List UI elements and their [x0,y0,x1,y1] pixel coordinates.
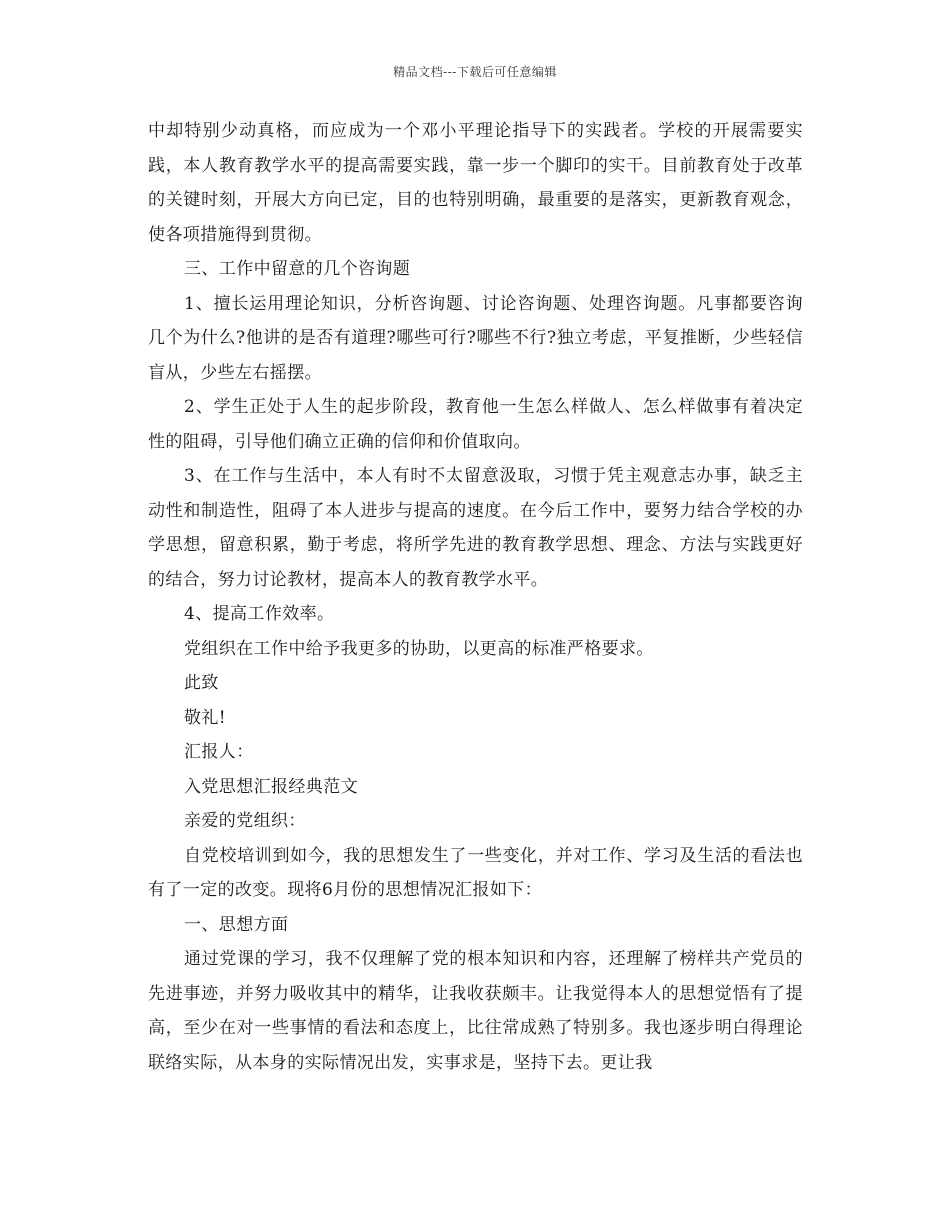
paragraph-continuation: 中却特别少动真格，而应成为一个邓小平理论指导下的实践者。学校的开展需要实践，本人教育教学水平的提高需要实践，靠一步一个脚印的实干。目前教育处于改革的关键时刻，开展大方向已定，目的也特别明确，最重要的是落实，更新教育观念，使各项措施得到贯彻。 [148,121,803,245]
reporter-label: 汇报人： [184,742,254,762]
paragraph-request: 党组织在工作中给予我更多的协助，以更高的标准严格要求。 [184,638,654,659]
paragraph-thoughts: 通过党课的学习，我不仅理解了党的根本知识和内容，还理解了榜样共产党员的先进事迹，并努力吸收其中的精华，让我收获颇丰。让我觉得本人的思想觉悟有了提高，至少在对一些事情的看法和态度上，比往常成熟了特别多。我也逐步明白得理论联络实际，从本身的实际情况出发，实事求是，坚持下去。更让我 [148,949,803,1073]
article-title: 入党思想汇报经典范文 [184,776,358,797]
section-heading-3: 三、工作中留意的几个咨询题 [184,259,411,279]
section-heading-1: 一、思想方面 [184,914,289,935]
list-item-2: 2、学生正处于人生的起步阶段，教育他一生怎么样做人、怎么样做事有着决定性的阻碍，引导他们确立正确的信仰和价值取向。 [148,397,803,452]
list-item-4: 4、提高工作效率。 [184,604,335,624]
list-item-3: 3、在工作与生活中，本人有时不太留意汲取，习惯于凭主观意志办事，缺乏主动性和制造性，阻碍了本人进步与提高的速度。在今后工作中，要努力结合学校的办学思想，留意积累，勤于考虑，将所学先进的教育教学思想、理念、方法与实践更好的结合，努力讨论教材，提高本人的教育教学水平。 [148,466,803,590]
closing-cizhi: 此致 [184,673,219,693]
document-body [148,114,803,1080]
closing-jingli: 敬礼! [184,707,227,728]
page-header: 精品文档---下载后可任意编辑 [393,65,557,79]
paragraph-intro: 自党校培训到如今，我的思想发生了一些变化，并对工作、学习及生活的看法也有了一定的改变。现将6月份的思想情况汇报如下： [148,845,803,900]
list-item-1: 1、擅长运用理论知识，分析咨询题、讨论咨询题、处理咨询题。凡事都要咨询几个为什么?他讲的是否有道理?哪些可行?哪些不行?独立考虑，平复推断，少些轻信盲从，少些左右摇摆。 [148,293,803,383]
salutation: 亲爱的党组织： [184,811,306,831]
